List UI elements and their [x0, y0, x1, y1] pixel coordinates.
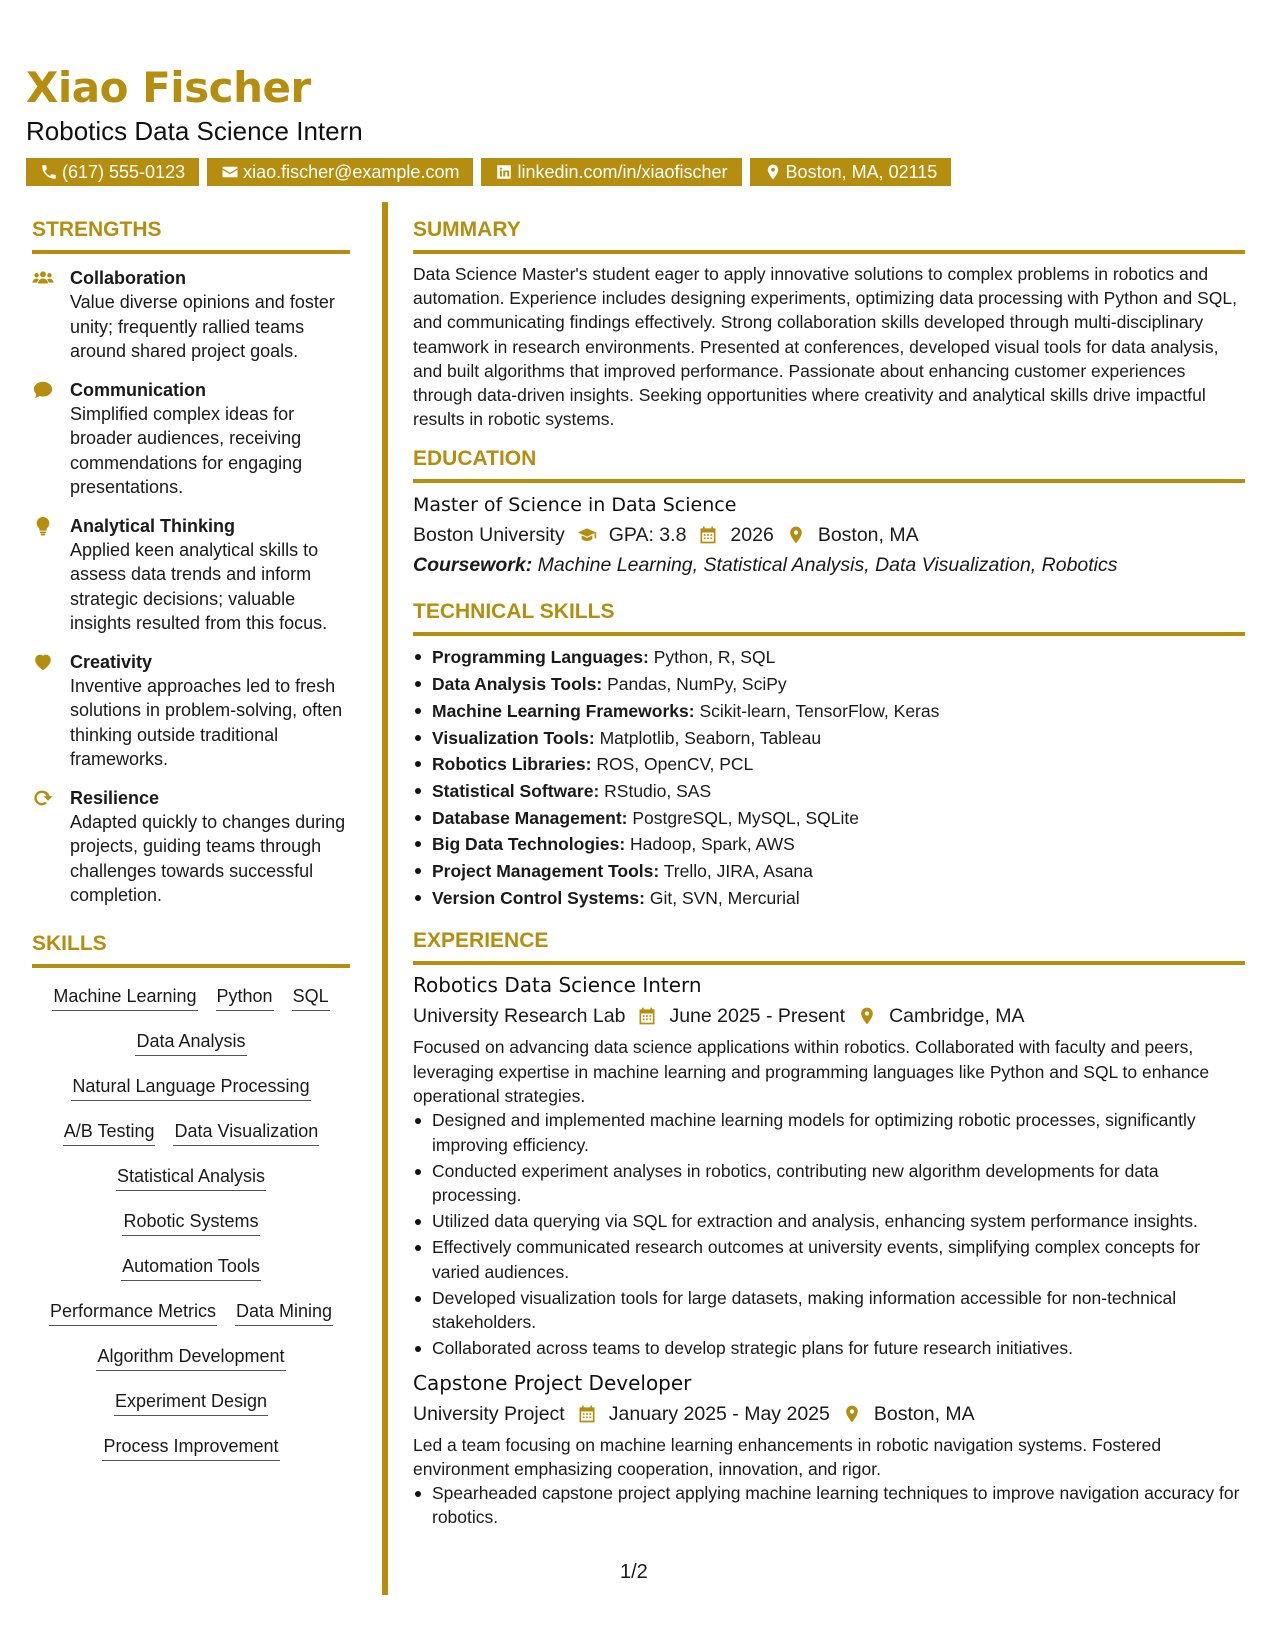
job-dates: January 2025 - May 2025 — [608, 1402, 830, 1425]
list-item — [413, 831, 1245, 858]
candidate-role: Robotics Data Science Intern — [26, 116, 363, 146]
skill-label: Robotics Libraries: — [432, 754, 592, 775]
skill-row — [121, 1246, 261, 1291]
location-text: Boston, MA, 02115 — [785, 161, 938, 182]
skill-row — [96, 1336, 285, 1381]
list-item — [413, 644, 1245, 671]
skill-label: Project Management Tools: — [432, 861, 660, 882]
skill-label: Programming Languages: — [432, 647, 649, 668]
skill-value: RStudio, SAS — [604, 780, 712, 801]
map-pin-icon — [786, 525, 806, 545]
calendar-icon — [577, 1404, 597, 1424]
heart-icon — [32, 651, 54, 673]
strength-title: Creativity — [70, 651, 153, 672]
contact-location — [750, 158, 952, 186]
skill-tag: Performance Metrics — [49, 1299, 217, 1326]
experience-heading: EXPERIENCE — [413, 929, 549, 953]
left-column — [32, 216, 350, 1471]
skill-label: Statistical Software: — [432, 780, 600, 801]
skill-tag: Experiment Design — [114, 1389, 268, 1416]
strength-desc: Inventive approaches led to fresh solutions in problem-solving, often thinking outside traditional frameworks. — [70, 675, 343, 769]
technical-skills-heading: TECHNICAL SKILLS — [413, 600, 615, 624]
skill-tag: A/B Testing — [63, 1119, 156, 1146]
skill-tag: Automation Tools — [121, 1254, 261, 1281]
list-item — [413, 671, 1245, 698]
resume-header — [26, 62, 1246, 186]
skill-value: Hadoop, Spark, AWS — [630, 834, 795, 855]
list-item — [413, 885, 1245, 912]
strength-item — [32, 514, 350, 636]
job-org: University Research Lab — [413, 1005, 626, 1028]
users-icon — [32, 267, 54, 289]
strengths-heading: STRENGTHS — [32, 218, 162, 241]
skill-value: ROS, OpenCV, PCL — [596, 754, 754, 775]
envelope-icon — [221, 163, 239, 181]
list-item: Utilized data querying via SQL for extraction and analysis, enhancing system performance insights. — [413, 1209, 1245, 1234]
technical-skills-list — [413, 644, 1245, 911]
skill-row — [71, 1066, 310, 1111]
job-entry — [413, 1369, 1245, 1530]
linkedin-icon — [495, 163, 513, 181]
education-meta — [413, 520, 1245, 550]
skill-row — [63, 1111, 320, 1156]
skill-row — [102, 1426, 279, 1471]
summary-section — [413, 216, 1245, 431]
list-item — [413, 778, 1245, 805]
education-heading: EDUCATION — [413, 447, 537, 471]
chat-bubble-icon — [32, 379, 54, 401]
summary-text: Data Science Master's student eager to apply innovative solutions to complex problems in robotics and automation. Experience includes designing experiments, optimizing data processing with Python and SQL, and communicating findings effectively. Strong collaboration skills developed through multi-disciplinary teamwork in research environments. Presented at conferences, developed visual tools for data analysis, and built algorithms that improved performance. Passionate about enhancing customer experiences through data-driven insights. Seeking opportunities where creativity and analytical skills drive impactful results in robotic systems. — [413, 264, 1237, 430]
job-title: Capstone Project Developer — [413, 1370, 692, 1395]
strength-item — [32, 378, 350, 500]
linkedin-text: linkedin.com/in/xiaofischer — [517, 161, 728, 182]
strength-item — [32, 786, 350, 908]
map-pin-icon — [857, 1006, 877, 1026]
skill-tag: Statistical Analysis — [116, 1164, 266, 1191]
skill-tag: Data Mining — [235, 1299, 333, 1326]
section-rule — [413, 250, 1245, 254]
skills-list — [32, 976, 350, 1471]
strength-desc: Simplified complex ideas for broader audiences, receiving commendations for engaging presentations. — [70, 403, 303, 497]
strengths-section — [32, 216, 350, 908]
strength-desc: Applied keen analytical skills to assess data trends and inform strategic decisions; valuable insights resulted from this focus. — [70, 539, 328, 633]
phone-icon — [40, 163, 58, 181]
job-org: University Project — [413, 1402, 565, 1425]
skill-row — [52, 976, 329, 1021]
skill-tag: Algorithm Development — [96, 1344, 285, 1371]
list-item: Effectively communicated research outcomes at university events, simplifying complex concepts for varied audiences. — [413, 1235, 1245, 1284]
strength-item — [32, 650, 350, 772]
gpa-text: GPA: 3.8 — [608, 524, 687, 547]
skill-value: Python, R, SQL — [653, 647, 776, 668]
job-dates: June 2025 - Present — [669, 1005, 846, 1028]
job-bullets — [413, 1108, 1245, 1361]
job-description: Focused on advancing data science applications within robotics. Collaborated with faculty and peers, leveraging expertise in machine learning and programming languages like Python and SQL to enhance operational strategies. — [413, 1037, 1210, 1106]
job-description: Led a team focusing on machine learning enhancements in robotic navigation systems. Fostered environment emphasizing cooperation, innovation, and rigor. — [413, 1434, 1162, 1479]
skill-tag: Python — [216, 984, 274, 1011]
strength-desc: Adapted quickly to changes during projects, guiding teams through challenges towards successful completion. — [70, 811, 346, 905]
redo-icon — [32, 787, 54, 809]
skill-value: Git, SVN, Mercurial — [649, 887, 800, 908]
map-pin-icon — [764, 163, 782, 181]
strength-desc: Value diverse opinions and foster unity; frequently rallied teams around shared project goals. — [70, 292, 335, 361]
graduation-cap-icon — [577, 525, 597, 545]
coursework-line — [413, 550, 1245, 580]
list-item: Collaborated across teams to develop strategic plans for future research initiatives. — [413, 1336, 1245, 1361]
skill-tag: SQL — [292, 984, 330, 1011]
skill-label: Database Management: — [432, 807, 628, 828]
skill-label: Big Data Technologies: — [432, 834, 626, 855]
job-entry — [413, 971, 1245, 1360]
map-pin-icon — [842, 1404, 862, 1424]
section-rule — [413, 632, 1245, 636]
education-section — [413, 445, 1245, 580]
phone-text: (617) 555-0123 — [62, 161, 186, 182]
strength-title: Communication — [70, 379, 207, 400]
list-item: Developed visualization tools for large datasets, making information accessible for non-technical stakeholders. — [413, 1286, 1245, 1335]
section-rule — [413, 961, 1245, 965]
contact-bar — [26, 158, 1246, 186]
skill-value: Matplotlib, Seaborn, Tableau — [599, 727, 822, 748]
coursework-list: Machine Learning, Statistical Analysis, Data Visualization, Robotics — [537, 554, 1118, 577]
list-item: Designed and implemented machine learning models for optimizing robotic processes, significantly improving efficiency. — [413, 1108, 1245, 1157]
skill-row — [135, 1021, 246, 1066]
calendar-icon — [698, 525, 718, 545]
skill-row — [116, 1156, 266, 1201]
skill-row — [122, 1201, 259, 1246]
skill-value: Trello, JIRA, Asana — [663, 861, 813, 882]
skill-row — [49, 1291, 333, 1336]
skill-tag: Data Analysis — [135, 1029, 246, 1056]
skill-tag: Natural Language Processing — [71, 1074, 310, 1101]
summary-heading: SUMMARY — [413, 218, 521, 241]
job-location: Boston, MA — [873, 1402, 975, 1425]
skill-value: PostgreSQL, MySQL, SQLite — [632, 807, 859, 828]
job-title: Robotics Data Science Intern — [413, 973, 702, 998]
skill-row — [114, 1381, 268, 1426]
school-location: Boston, MA — [817, 524, 919, 547]
page-number: 1/2 — [620, 1561, 648, 1583]
list-item — [413, 805, 1245, 832]
skill-tag: Robotic Systems — [122, 1209, 259, 1236]
list-item — [413, 858, 1245, 885]
skill-value: Pandas, NumPy, SciPy — [607, 674, 787, 695]
list-item: Spearheaded capstone project applying machine learning techniques to improve navigation accuracy for robotics. — [413, 1481, 1245, 1530]
job-bullets — [413, 1481, 1245, 1530]
section-rule — [32, 250, 350, 254]
lightbulb-icon — [32, 515, 54, 537]
section-rule — [413, 479, 1245, 483]
list-item — [413, 725, 1245, 752]
contact-linkedin[interactable] — [481, 158, 741, 186]
skill-label: Visualization Tools: — [432, 727, 595, 748]
graduation-year: 2026 — [730, 524, 774, 547]
list-item — [413, 751, 1245, 778]
contact-phone[interactable] — [26, 158, 199, 186]
list-item — [413, 698, 1245, 725]
technical-skills-section — [413, 598, 1245, 911]
candidate-name: Xiao Fischer — [26, 63, 311, 112]
calendar-icon — [637, 1006, 657, 1026]
list-item: Conducted experiment analyses in robotics, contributing new algorithm developments for data processing. — [413, 1159, 1245, 1208]
right-column — [413, 216, 1245, 1531]
skill-tag: Process Improvement — [102, 1434, 279, 1461]
skill-value: Scikit-learn, TensorFlow, Keras — [699, 700, 940, 721]
column-divider — [382, 202, 388, 1595]
skill-label: Version Control Systems: — [432, 887, 645, 908]
skill-tag: Machine Learning — [52, 984, 197, 1011]
job-meta — [413, 1399, 1245, 1429]
section-rule — [32, 964, 350, 968]
coursework-label: Coursework: — [413, 554, 533, 577]
job-location: Cambridge, MA — [889, 1005, 1025, 1028]
job-meta — [413, 1001, 1245, 1031]
skill-label: Data Analysis Tools: — [432, 674, 603, 695]
school-name: Boston University — [413, 524, 565, 547]
strength-title: Collaboration — [70, 268, 186, 288]
email-text: xiao.fischer@example.com — [243, 161, 460, 182]
skills-heading: SKILLS — [32, 931, 107, 955]
contact-email[interactable] — [207, 158, 473, 186]
strength-item — [32, 266, 350, 364]
skill-tag: Data Visualization — [173, 1119, 319, 1146]
degree-title: Master of Science in Data Science — [413, 494, 737, 517]
strength-title: Analytical Thinking — [70, 515, 236, 536]
experience-section — [413, 927, 1245, 1530]
strength-title: Resilience — [70, 787, 160, 808]
skills-section — [32, 930, 350, 1471]
skill-label: Machine Learning Frameworks: — [432, 700, 695, 721]
